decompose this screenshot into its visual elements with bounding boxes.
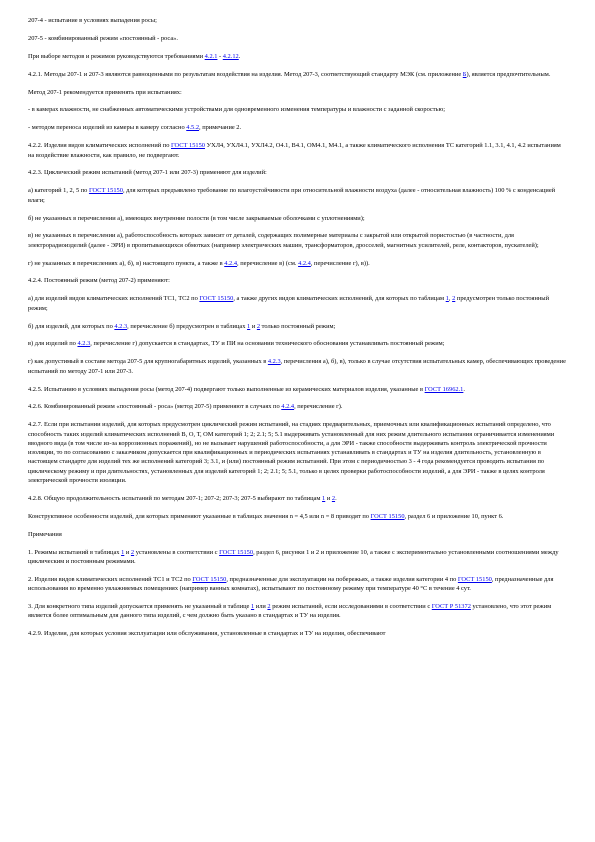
link-4-2-3[interactable]: 4.2.3: [77, 340, 91, 348]
paragraph-207-4: 207-4 - испытание в условиях выпадения росы;: [28, 17, 157, 24]
link-4-2-4[interactable]: 4.2.4: [224, 259, 238, 267]
paragraph-4-2-2: [28, 141, 568, 160]
text-segment: предусмотрен только постоянный режим;: [28, 295, 550, 312]
link-4-2-3[interactable]: 4.2.3: [114, 322, 128, 330]
link-4-5-2[interactable]: 4.5.2: [186, 124, 200, 132]
paragraph-design-features: [28, 512, 568, 521]
text-segment: в) для изделий по: [28, 340, 78, 348]
text-segment: , предназначенные для использования во временно увлажняемых помещениях (например ванных комнатах), испытывают по постоянному режиму при температуре 40 °С в течение 4 сут.: [28, 575, 554, 593]
notes-heading: Примечания: [28, 530, 62, 538]
text-segment: ), является предпочтительным.: [466, 70, 551, 78]
link-gost-15150[interactable]: ГОСТ 15150: [219, 548, 254, 556]
text-segment: и: [124, 548, 131, 556]
link-appendix-b[interactable]: Б: [462, 70, 467, 78]
text-segment: а) категорий 1, 2, 5 по: [28, 187, 89, 195]
link-4-2-4[interactable]: 4.2.4: [281, 403, 295, 411]
text-segment: режим испытаний, если исследованиями в соответствии с: [270, 603, 432, 611]
link-table-1[interactable]: 1: [250, 603, 255, 611]
paragraph-4-2-3-v: в) не указанных в перечислении а), работоспособность которых зависит от деталей, содержащих полимерные материалы с закрытой или открытой пористостью (в частности, для электрорадиоизделий (далее - ЭРИ) в пропитывающихся обмотках (например электрических машин, трансформаторов, дросселей, магнитных усилителей, реле, контакторов, пускателей);: [28, 232, 539, 249]
text-segment: Конструктивное особенности изделий, для которых применяют указанные в таблицах значения n = 4,5 или n = 8 приводят по: [28, 512, 371, 520]
paragraph-4-2-3: 4.2.3. Циклический режим испытаний (метод 207-1 или 207-3) применяют для изделий:: [28, 169, 267, 177]
text-segment: б) для изделий, для которых по: [28, 322, 115, 330]
text-segment: , для которых предъявлено требование по влагоустойчивости при относительной влажности воздуха (далее - относительная влажность) 100 % с конденсацией влаги;: [28, 187, 556, 204]
text-segment: , перечисление б) предусмотрен в таблицах: [127, 322, 248, 330]
text-segment: 2. Изделия видов климатических исполнений ТС1 и ТС2 по: [28, 575, 193, 583]
paragraph-4-2-8: [28, 494, 568, 503]
text-segment: ,: [448, 295, 453, 303]
link-table-2[interactable]: 2: [267, 603, 271, 611]
link-gost-15150[interactable]: ГОСТ 15150: [171, 142, 205, 150]
text-segment: , примечание 2.: [199, 124, 242, 132]
link-gost-15150[interactable]: ГОСТ 15150: [192, 575, 227, 583]
link-table-1[interactable]: 1: [322, 494, 326, 502]
link-table-1[interactable]: 1: [121, 548, 125, 556]
link-gost-15150[interactable]: ГОСТ 15150: [457, 575, 492, 583]
text-segment: 4.2.8. Общую продолжительность испытаний по методам 207-1; 207-2; 207-3; 207-5 выбирают по таблицам: [28, 494, 323, 502]
text-segment: , перечисление г), в)).: [310, 259, 370, 267]
text-segment: установлены в соответствии с: [134, 548, 220, 556]
text-segment: УХЛ4, УХЛ4.1, УХЛ4.2, О4.1, В4.1, ОМ4.1, М4.1, а также климатического исполнения ТС категорий 1.1, 3.1, 4.1, 4.2 испытаниям на воздействие влажности, как правило, не подвергают.: [28, 142, 561, 159]
text-segment: только постоянный режим;: [260, 322, 336, 330]
paragraph-4-2-7: 4.2.7. Если при испытании изделий, для которых предусмотрен циклический режим испытаний, на стадиях предварительных, приемочных или квалификационных испытаний определено, что способность таких изделий климатических исполнений В, О, Т, ОМ категорий 1; 2; 2.1; 5; 5.1 выдерживать установленный для них режим длительного испытания ограничивается изменениями вводного вида (в том числе из-за коррозионных поражений), но не вызывает нарушений работоспособности, а для ЭРИ - также способности выдерживать контроль электрической прочности изоляции, то по согласованию с заказчиком допускается при квалификационных и периодических испытаниях устанавливать в стандартах и ТУ на изделия длительность, установленную в настоящем стандарте для изделий тех же исполнений категорий 3; 3.1, и (или) постоянный режим испытаний. При этом с периодичностью 3 - 4 года рекомендуется проводить испытания по циклическому режиму и при длительностях, установленных для изделий категорий 1; 2; 2.1; 5; 5.1, только в целях проверки работоспособности изделий, а для ЭРИ - также в целях контроля электрической прочности изоляции.: [28, 421, 555, 485]
link-gost-15150[interactable]: ГОСТ 15150: [199, 295, 234, 303]
link-table-2[interactable]: 2: [256, 322, 261, 330]
link-4-2-12[interactable]: 4.2.12: [222, 52, 239, 60]
link-gost-16962-1[interactable]: ГОСТ 16962.1: [424, 385, 464, 393]
text-segment: , перечисления а), б), в), только в случае отсутствия испытательных камер, обеспечивающих проведение испытаний по методу 207-1 или 207-3.: [28, 358, 566, 375]
link-table-1[interactable]: 1: [247, 322, 251, 330]
paragraph-4-2-9: 4.2.9. Изделия, для которых условия эксплуатации или обслуживания, установленные в стандартах и ТУ на изделия, обеспечивают: [28, 630, 386, 638]
document-page: [28, 16, 568, 647]
text-segment: г) не указанных в перечислениях а), б), в) настоящего пункта, а также в: [28, 259, 225, 267]
text-segment: 4.2.5. Испытанию в условиях выпадения росы (метод 207-4) подвергают только выполненные из керамических материалов изделия, указанные в: [28, 385, 425, 393]
text-segment: , раздел 6 и приложение 10, пункт 6.: [404, 512, 504, 520]
text-segment: , перечисление г).: [294, 403, 343, 411]
link-gost-15150[interactable]: ГОСТ 15150: [370, 512, 405, 520]
text-segment: .: [335, 494, 337, 502]
note-3: [28, 602, 568, 621]
text-segment: При выборе методов и режимов руководствуются требованиями: [28, 52, 205, 60]
paragraph-4-2-3-b: б) не указанных в перечислении а), имеющих внутренние полости (в том числе закрываемые оболочками с уплотнениями);: [28, 214, 365, 222]
link-table-2[interactable]: 2: [452, 295, 456, 303]
text-segment: 1. Режимы испытаний в таблицах: [28, 548, 122, 556]
paragraph-4-2-1: [28, 70, 568, 79]
text-segment: 4.2.6. Комбинированный режим «постоянный - роса» (метод 207-5) применяют в случаях по: [28, 403, 282, 411]
text-segment: , предназначенные для эксплуатации на побережьях, а также изделия категории 4 по: [226, 575, 458, 583]
paragraph-4-2-5: [28, 385, 568, 394]
link-gost-r-51372[interactable]: ГОСТ Р 51372: [431, 603, 471, 611]
paragraph-humidity-chambers: - в камерах влажности, не снабженных автоматическими устройствами для одновременного изменения температуры и влажности с заданной скоростью;: [28, 106, 446, 114]
paragraph-method-choice: [28, 52, 568, 61]
link-table-1[interactable]: 1: [445, 295, 449, 303]
text-segment: г) как допустимый в составе метода 207-5 для крупногабаритных изделий, указанных в: [28, 358, 268, 366]
text-segment: а) для изделий видов климатических исполнений ТС1, ТС2 по: [28, 295, 200, 303]
text-segment: и: [250, 322, 257, 330]
text-segment: , а также других видов климатических исполнений, для которых по таблицам: [233, 295, 446, 303]
link-4-2-1[interactable]: 4.2.1: [204, 52, 218, 60]
paragraph-4-2-4: 4.2.4. Постоянный режим (метод 207-2) применяют:: [28, 277, 170, 285]
paragraph-4-2-4-g: [28, 357, 568, 376]
text-segment: 4.2.2. Изделия видов климатических исполнений по: [28, 142, 171, 150]
link-4-2-4[interactable]: 4.2.4: [298, 259, 311, 267]
paragraph-4-2-3-a: [28, 186, 568, 205]
text-segment: 3. Для конкретного типа изделий допускается применять не указанный в таблице: [28, 603, 251, 611]
text-segment: .: [238, 52, 241, 60]
link-table-2[interactable]: 2: [130, 548, 135, 556]
text-segment: .: [463, 385, 465, 393]
text-segment: , раздел 6, рисунки 1 и 2 и приложение 10, а также с экспериментально установленными соотношениями между циклическим и постоянным режимами.: [28, 548, 559, 565]
text-segment: - методом переноса изделий из камеры в камеру согласно: [28, 124, 187, 132]
paragraph-4-2-6: [28, 402, 568, 411]
text-segment: , перечисление в) (см.: [237, 259, 299, 267]
note-2: [28, 575, 568, 594]
paragraph-transfer-method: [28, 123, 568, 132]
note-1: [28, 548, 568, 567]
link-table-2[interactable]: 2: [331, 494, 336, 502]
text-segment: установлено, что этот режим является более оптимальным для данного типа изделий, с чем должно быть указано в стандартах и ТУ на изделия.: [28, 603, 552, 620]
paragraph-4-2-4-b: [28, 322, 568, 331]
link-4-2-3[interactable]: 4.2.3: [267, 358, 281, 366]
paragraph-207-1-recommended: Метод 207-1 рекомендуется применять при испытаниях:: [28, 88, 182, 96]
paragraph-4-2-4-a: [28, 294, 568, 313]
text-segment: 4.2.1. Методы 207-1 и 207-3 являются равноценными по результатам воздействия на изделия. Метод 207-3, соответствующий стандарту МЭК (см. приложение: [28, 70, 463, 78]
link-gost-15150[interactable]: ГОСТ 15150: [88, 187, 123, 195]
text-segment: , перечисление г) допускается в стандартах, ТУ и ПИ на основании технического обоснования устанавливать постоянный режим;: [90, 340, 445, 348]
paragraph-4-2-3-g: [28, 259, 568, 268]
paragraph-207-5: 207-5 - комбинированный режим «постоянный - роса».: [28, 34, 178, 42]
text-segment: и: [325, 494, 332, 502]
paragraph-4-2-4-v: [28, 339, 568, 348]
text-segment: -: [217, 52, 223, 60]
text-segment: или: [254, 603, 268, 611]
